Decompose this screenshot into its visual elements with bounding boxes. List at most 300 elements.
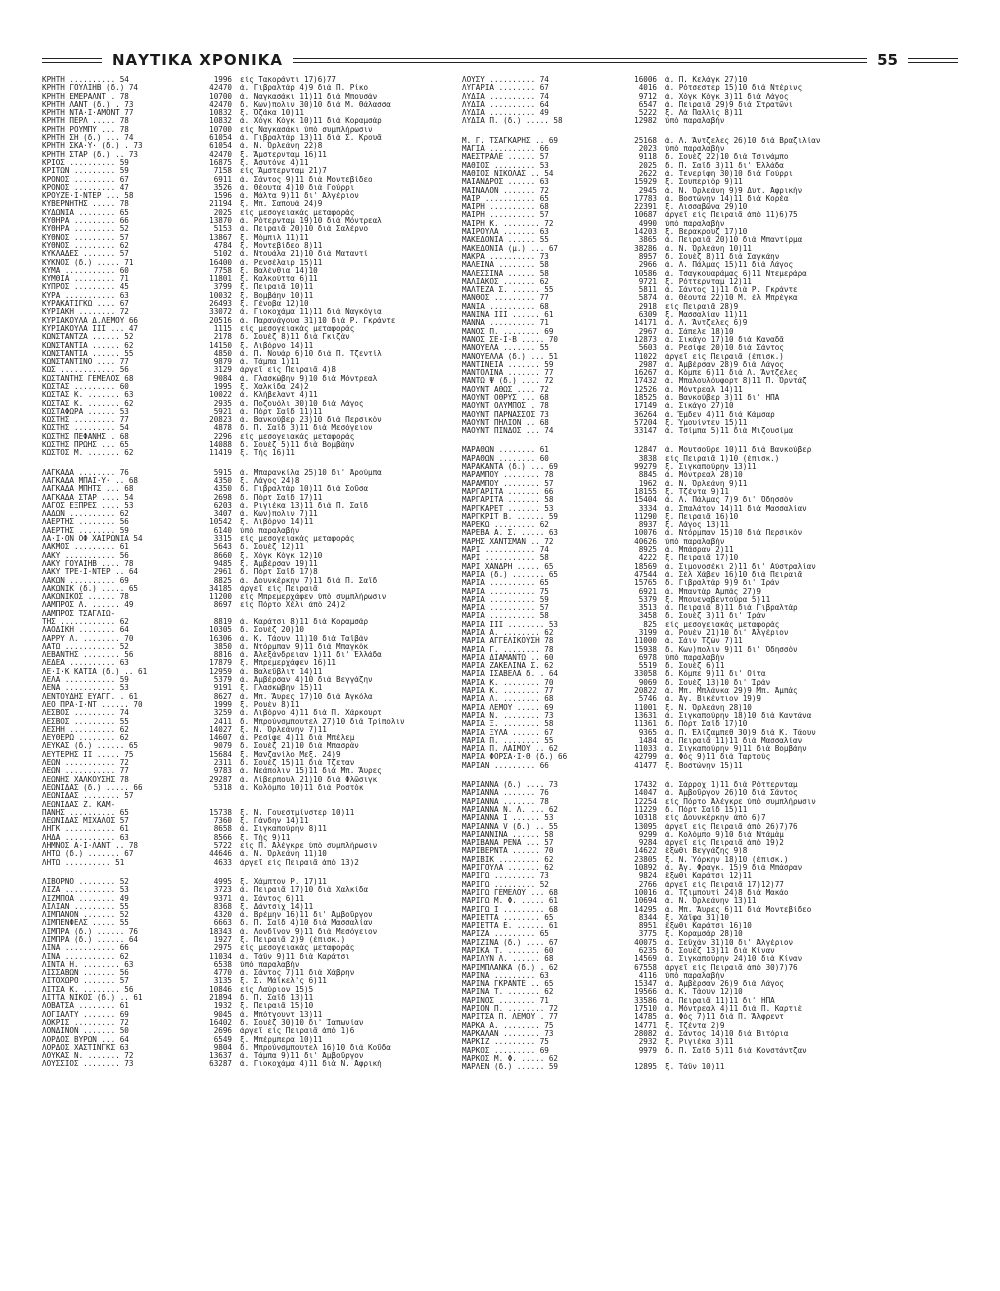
gross-tonnage: 2025 — [213, 208, 232, 217]
ship-entry-row — [462, 662, 958, 670]
ship-position: ἀ. Σάντος 1)11 διὰ Ρ. Γκράντε — [665, 286, 798, 295]
gross-tonnage: 4784 — [213, 241, 232, 250]
ship-entry-row — [42, 1044, 454, 1052]
ship-name-year: ΜΑΙΡ ........... 65 — [462, 194, 549, 203]
ship-position: ἔξωθι Καράτσι 12)11 — [665, 872, 752, 881]
ship-position: ἀ. Ποζουόλι 30)10 διὰ Λάγος — [240, 399, 364, 408]
ship-name-year: ΜΑΡΙΓΩ ......... 52 — [462, 880, 549, 889]
ship-entry-row — [462, 687, 958, 695]
ship-entry-row — [42, 469, 454, 477]
ship-name-year: ΜΑΡΙΑ Π. ΛΑΙΜΟΥ .. 62 — [462, 745, 559, 754]
gross-tonnage: 3259 — [213, 709, 232, 718]
ship-entry-row — [42, 953, 454, 961]
ship-list-right-column — [462, 76, 958, 1276]
ship-entry-row — [42, 242, 454, 250]
gross-tonnage: 9485 — [213, 559, 232, 568]
ship-position: δ. Σουὲζ 13)10 δι' Ἰρὰν — [665, 678, 771, 687]
ship-name-year: ΜΑΡΙΑ ΔΙΑΜΑΝΤΩ .. 60 — [462, 653, 554, 662]
gross-tonnage: 11000 — [634, 637, 657, 646]
ship-position: ξ. Σιγκαπούρην 13)11 — [665, 463, 757, 472]
ship-name-year: ΛΑΕΡΤΗΣ ........ 59 — [42, 526, 129, 535]
gross-tonnage: 7360 — [213, 817, 232, 826]
gross-tonnage: 14607 — [209, 734, 232, 743]
gross-tonnage: 11419 — [209, 449, 232, 458]
ship-position: ἀ. Λίβερπουλ 21)10 διὰ Φλῶσιγκ — [240, 775, 378, 784]
ship-position: εἰς Λαύριον 15)5 — [240, 985, 314, 994]
ship-position: ἀ. Πειραιᾶ 17)10 διὰ Χαλκίδα — [240, 886, 369, 895]
gross-tonnage: 5318 — [213, 783, 232, 792]
ship-position: δ. Σουὲζ 13)11 διὰ Κίναν — [665, 946, 775, 955]
ship-entry-row — [42, 176, 454, 184]
ship-name-year: ΜΑΝΝΑ .......... 71 — [462, 319, 549, 328]
ship-position: ἀ. Σιγκαπούρην 24)10 διὰ Κίναν — [665, 955, 803, 964]
page-title: ΝΑΥΤΙΚΑ ΧΡΟΝΙΚΑ — [112, 51, 283, 69]
gross-tonnage: 2023 — [638, 145, 657, 154]
gross-tonnage: 2766 — [638, 880, 657, 889]
ship-entry-row — [42, 142, 454, 150]
ship-position: εἰς Ναγκασάκι ὑπὸ συμπλήρωσιν — [240, 125, 373, 134]
ship-position: δ. Πὸρτ Σαΐδ 17)10 — [665, 720, 748, 729]
ship-position: δ. Κόμπε 9)11 δι' Οἶτα — [665, 670, 766, 679]
ship-entry-row — [462, 463, 958, 471]
ship-entry-row — [42, 1060, 454, 1068]
gross-tonnage — [190, 610, 240, 618]
ship-entry-row — [462, 588, 958, 596]
ship-position: ἀ. Μπαρανκίλα 25)10 δι' Ἀρούμπα — [240, 468, 382, 477]
gross-tonnage: 9299 — [638, 830, 657, 839]
gross-tonnage: 3799 — [213, 283, 232, 292]
ship-name-year: ΛΟΥΣΣΙΟΣ ........ 73 — [42, 1060, 134, 1069]
gross-tonnage: 2296 — [213, 432, 232, 441]
gross-tonnage: 10892 — [634, 864, 657, 873]
ship-name-year: ΜΑΡΙΑ .......... 59 — [462, 595, 549, 604]
ship-entry-row — [42, 1002, 454, 1010]
ship-position: ἀ. Ἀγ. Φραγκ. 15)9 διὰ Μπάσραν — [665, 864, 803, 873]
page-number: 55 — [877, 51, 898, 69]
ship-entry-row — [462, 245, 958, 253]
ship-entry-row — [462, 930, 958, 938]
ship-name-year: ΛΕΩΝΙΔΑΣ Ζ. ΚΑΜ- — [42, 800, 116, 809]
gross-tonnage: 9804 — [213, 1043, 232, 1052]
ship-name-year: ΜΑΡΑΘΩΝ ........ 61 — [462, 446, 549, 455]
ship-name-year: ΚΥΚΛΑΔΕΣ ....... 57 — [42, 250, 129, 259]
ship-name-year: ΛΑΓΚΑΔΑ ΣΤΑΡ .... 54 — [42, 493, 134, 502]
gross-tonnage: 29287 — [209, 775, 232, 784]
gross-tonnage: 99279 — [634, 463, 657, 472]
gross-tonnage: 57204 — [634, 418, 657, 427]
gross-tonnage: 3135 — [213, 977, 232, 986]
ship-section — [42, 76, 454, 458]
ship-position: ξ. Ὀζάκα 10)11 — [240, 109, 305, 118]
gross-tonnage: 9118 — [638, 153, 657, 162]
ship-position: ξ. Ν. Γουεστμίνστερ 10)11 — [240, 808, 355, 817]
ship-name-year: ΛΕΝΤΟΥΔΗΣ ΕΥΑΓΓ. . 61 — [42, 692, 139, 701]
gross-tonnage: 2967 — [638, 327, 657, 336]
ship-entry-row — [42, 961, 454, 969]
ship-name-year: ΚΩΣΤΟΣ Μ. ....... 62 — [42, 449, 134, 458]
ship-entry-row — [462, 93, 958, 101]
ship-position: ἀ. Μάλτα 9)11 δι' Ἀλγέριον — [240, 192, 359, 201]
ship-entry-row — [42, 76, 454, 84]
ship-name-year: ΜΑΙΡΗ .......... 68 — [462, 203, 549, 212]
gross-tonnage: 3850 — [213, 642, 232, 651]
ship-position: ξ. Λισσαβῶνα 29)10 — [665, 203, 748, 212]
ship-entry-row — [42, 568, 454, 576]
ship-name-year: ΚΥΘΝΟΣ ......... 62 — [42, 241, 129, 250]
ship-position: εἰς μεσογειακὰς μεταφορὰς — [240, 208, 355, 217]
gross-tonnage: 5603 — [638, 344, 657, 353]
gross-tonnage: 42470 — [209, 100, 232, 109]
ship-entry-row — [42, 585, 454, 593]
ship-entry-row — [42, 234, 454, 242]
gross-tonnage: 2918 — [638, 302, 657, 311]
ship-position: δ. Σουὲζ 12)11 — [240, 543, 305, 552]
ship-position: ξ. Τὴς 16)11 — [240, 449, 295, 458]
ship-entry-row — [42, 325, 454, 333]
ship-entry-row — [42, 784, 454, 792]
gross-tonnage: 20516 — [209, 316, 232, 325]
gross-tonnage: 20822 — [634, 687, 657, 696]
ship-name-year: ΜΑΡΙΒΕΡΝΤΑ ...... 70 — [462, 847, 554, 856]
ship-name-year: ΛΑΓΟΣ ΕΞΠΡΕΣ .... 53 — [42, 501, 134, 510]
gross-tonnage: 1996 — [213, 76, 232, 84]
ship-entry-row — [42, 391, 454, 399]
ship-name-year: ΛΑΟΔΙΚΗ ........ 64 — [42, 626, 129, 635]
gross-tonnage: 2178 — [213, 333, 232, 342]
gross-tonnage: 8819 — [213, 618, 232, 626]
ship-name-year: ΚΡΟΝΟΣ ......... 47 — [42, 183, 129, 192]
gross-tonnage: 14622 — [634, 847, 657, 856]
gross-tonnage: 22391 — [634, 203, 657, 212]
ship-entry-row — [462, 637, 958, 645]
ship-position: ξ. Λιβόρνο 14)11 — [240, 518, 314, 527]
ship-entry-row — [462, 377, 958, 385]
gross-tonnage: 6549 — [213, 1035, 232, 1044]
ship-entry-row — [462, 228, 958, 236]
gross-tonnage: 13095 — [634, 822, 657, 831]
gross-tonnage: 14047 — [634, 789, 657, 798]
ship-entry-row — [462, 270, 958, 278]
gross-tonnage: 9721 — [638, 277, 657, 286]
ship-position: ἀ. Τσίμπα 5)11 διὰ Μιζουσίμα — [665, 427, 794, 436]
ship-name-year: ΚΥΘΝΟΣ ......... 57 — [42, 233, 129, 242]
ship-name-year: ΠΑΝΗΣ .......... 65 — [42, 808, 129, 817]
ship-name-year: ΜΑΝΘΟΣ ......... 77 — [462, 294, 549, 303]
gross-tonnage: 10832 — [209, 109, 232, 118]
gross-tonnage: 2935 — [213, 399, 232, 408]
ship-position: ἀ. Λιβόρνο 4)11 διὰ Π. Χάρκουρτ — [240, 709, 382, 718]
gross-tonnage: 5643 — [213, 543, 232, 552]
ship-position: δ. Σουὲζ 20)10 — [240, 626, 305, 635]
ship-name-year: ΜΑΡΙΑ .......... 57 — [462, 604, 549, 613]
ship-entry-row — [42, 101, 454, 109]
ship-entry-row — [42, 217, 454, 225]
ship-name-year: ΛΕΥΘΕΡΩ ........ 62 — [42, 734, 129, 743]
ship-name-year: ΜΑΓΙΑ .......... 66 — [462, 145, 549, 154]
ship-entry-row — [42, 801, 454, 809]
ship-entry-row — [462, 488, 958, 496]
gross-tonnage: 13637 — [209, 1052, 232, 1061]
ship-position: δ. Σουὲζ 5)11 διὰ Βομβάην — [240, 441, 355, 450]
ship-position: ἀ. Ἀμβέρσαν 28)9 διὰ Λάγος — [665, 360, 784, 369]
ship-name-year: ΛΟΒΑΤΣΑ ........ 61 — [42, 1002, 129, 1011]
gross-tonnage: 5222 — [638, 109, 657, 118]
ship-name-year: ΛΑΚΩΝΙΚΟΣ ...... 78 — [42, 593, 129, 602]
ship-entry-row — [462, 278, 958, 286]
gross-tonnage: 3526 — [213, 183, 232, 192]
gross-tonnage: 20823 — [209, 416, 232, 425]
gross-tonnage: 3334 — [638, 504, 657, 513]
ship-entry-row — [42, 527, 454, 535]
ship-name-year: ΚΥΒΕΡΝΗΤΗΣ ..... 78 — [42, 200, 129, 209]
gross-tonnage: 15938 — [634, 645, 657, 654]
gross-tonnage: 3199 — [638, 629, 657, 637]
ship-position: ἀ. Σεΰχὰν 31)10 δι' Ἀλγέριον — [665, 938, 794, 947]
ship-name-year: ΛΙΤΣΑ Κ. ........ 56 — [42, 985, 134, 994]
ship-name-year: ΜΑΛΕΣΣΙΝΑ ...... 58 — [462, 269, 549, 278]
ship-entry-row — [42, 751, 454, 759]
gross-tonnage: 8368 — [213, 902, 232, 911]
ship-position: ἀ. Τάϋν 9)11 διὰ Καράτσι — [240, 952, 350, 961]
gross-tonnage: 4320 — [213, 911, 232, 920]
ship-entry-row — [462, 211, 958, 219]
gross-tonnage: 61054 — [209, 134, 232, 143]
ship-name-year: ΛΕ·Ι·Κ ΚΑΤΙΑ (δ.) .. 61 — [42, 667, 148, 676]
gross-tonnage: 42470 — [209, 84, 232, 93]
ship-position: ξ. Ν. Ὑόρκην 18)10 (ἐπισκ.) — [665, 855, 789, 864]
ship-name-year: ΜΑΛΤΕΖΑ Σ. ...... 55 — [462, 286, 554, 295]
ship-position: ἀ. Ρότερνταμ 19)10 διὰ Μόντρεαλ — [240, 217, 382, 226]
ship-name-year: ΚΩΣ ............ 56 — [42, 366, 129, 375]
ship-name-year: ΛΕΩΝ ........... 77 — [42, 767, 129, 776]
ship-name-year: ΛΙΜΠΡΑ (δ.) ...... 76 — [42, 927, 139, 936]
ship-name-year: ΚΡΗΤΗ ΣΤΑΡ (δ.) .. 73 — [42, 150, 139, 159]
gross-tonnage: 4990 — [638, 219, 657, 228]
ship-entry-row — [462, 847, 958, 855]
ship-entry-row — [42, 560, 454, 568]
ship-name-year: ΜΑΝΟΥΕΛΑ ....... 55 — [462, 344, 549, 353]
ship-position: ἀργεῖ εἰς Πειραιᾶ ἀπὸ 13)2 — [240, 858, 359, 867]
gross-tonnage: 5519 — [638, 662, 657, 671]
ship-name-year: ΜΑΡΙΓΩ ΓΕΜΕΛΟΥ ... 68 — [462, 888, 559, 897]
gross-tonnage — [615, 1055, 665, 1063]
ship-entry-row — [42, 928, 454, 936]
ship-name-year: ΜΑΝΟΣ ΣΕ·Ι·Β ..... 70 — [462, 335, 559, 344]
ship-position: ἀ. Ἔμδεν 4)11 διὰ Κάμσαρ — [665, 410, 775, 419]
gross-tonnage: 14771 — [634, 1021, 657, 1030]
gross-tonnage: 33058 — [634, 670, 657, 679]
gross-tonnage: 10700 — [209, 125, 232, 134]
ship-entry-row — [42, 684, 454, 692]
gross-tonnage: 12873 — [634, 335, 657, 344]
gross-tonnage: 16875 — [209, 158, 232, 167]
ship-entry-row — [42, 184, 454, 192]
ship-name-year: ΜΑΝΤΟΛΙΝΑ ....... 77 — [462, 369, 554, 378]
ship-position: ἀ. Λ. Ἄντζελες 26)10 διὰ Βραζιλίαν — [665, 136, 821, 145]
ship-position: ἀ. Ἀγ. Βικέντιον 19)9 — [665, 695, 762, 704]
ship-name-year: ΛΗΤΩ (δ.) ....... 67 — [42, 850, 134, 859]
gross-tonnage: 1995 — [213, 382, 232, 391]
ship-name-year: ΛΙΜΠΡΑ (δ.) ...... 64 — [42, 935, 139, 944]
ship-position: ξ. Ν. Ὀρλεάνην 7)11 — [240, 725, 327, 734]
ship-entry-row — [462, 521, 958, 529]
gross-tonnage: 2411 — [213, 717, 232, 726]
gross-tonnage: 4350 — [213, 476, 232, 485]
ship-entry-row — [42, 333, 454, 341]
ship-name-year: ΜΑΡΚΑΛΑΝ ........ 73 — [462, 1029, 554, 1038]
gross-tonnage: 10694 — [634, 897, 657, 906]
ship-name-year: ΛΑΚΥ ΤΡΕ·Ι·ΝΤΕΡ .. 64 — [42, 568, 139, 577]
ship-name-year: ΜΑΟΥΝΤ ΠΑΡΝΑΣΣΟΣ 73 — [462, 410, 549, 419]
ship-position: ἀ. Πειραιᾶ 8)11 διὰ Γιβραλτὰρ — [665, 604, 798, 613]
ship-position: ἀ. Ν. Ὀρλεάνη 11)10 — [240, 850, 327, 859]
ship-name-year: ΤΗΣ ............ 62 — [42, 618, 129, 626]
gross-tonnage: 17432 — [634, 377, 657, 386]
gross-tonnage: 23805 — [634, 855, 657, 864]
gross-tonnage: 1596 — [213, 192, 232, 201]
ship-position: ξ. Μπ. Σαπουὰ 24)9 — [240, 200, 323, 209]
ship-entry-row — [42, 159, 454, 167]
ship-position: ξ. Βαλένθια 14)10 — [240, 266, 318, 275]
ship-position: ἀ. Ἀμβέρσαν 26)9 διὰ Λάγος — [665, 980, 784, 989]
ship-position: ἀ. Ν. Ὀρλεάνη 9)11 — [665, 479, 748, 488]
ship-position: ἀ. Τάμπα 9)11 δι' Ἀμβοῦργον — [240, 1052, 364, 1061]
gross-tonnage: 12959 — [209, 667, 232, 676]
ship-position: ἀ. Π. Ἐλίζαμπεθ 30)9 διὰ Κ. Τάουν — [665, 728, 816, 737]
ship-entry-row — [462, 394, 958, 402]
ship-entry-row — [42, 610, 454, 618]
ship-position: ἀ. Φὸς 7)11 διὰ Π. Ἄλφρεντ — [665, 1013, 784, 1022]
ship-entry-row — [42, 167, 454, 175]
gross-tonnage: 1999 — [213, 700, 232, 709]
ship-name-year: ΜΑΡΙΑ ΑΓΓΕΛΙΚΟΥΣΗ 78 — [462, 637, 554, 646]
ship-entry-row — [462, 947, 958, 955]
ship-entry-row — [42, 510, 454, 518]
ship-position — [240, 792, 454, 800]
ship-entry-row — [462, 319, 958, 327]
ship-entry-row — [42, 693, 454, 701]
ship-entry-row — [42, 416, 454, 424]
ship-position: δ. Μπρούνσμπουτελ 16)10 διὰ Κοῦδα — [240, 1043, 391, 1052]
ship-name-year: ΜΑΡΙΓΟΥΛΑ ....... 62 — [462, 864, 554, 873]
gross-tonnage — [190, 801, 240, 809]
ship-entry-row — [42, 375, 454, 383]
ship-entry-row — [462, 704, 958, 712]
ship-position: δ. Σουὲζ 8)11 διὰ Γκιζὰν — [240, 333, 350, 342]
gross-tonnage: 1115 — [213, 324, 232, 333]
ship-name-year: ΜΑΡΙ ΧΑΝΔΡΗ ..... 65 — [462, 562, 554, 571]
ship-position: ξ. Βερακρουζ 17)10 — [665, 228, 748, 237]
ship-entry-row — [42, 283, 454, 291]
ship-entry-row — [42, 792, 454, 800]
ship-name-year: ΜΑΚΕΔΟΝΙΑ (μ.) ... 67 — [462, 244, 559, 253]
ship-position: ξ. Χάμπτον Ρ. 17)11 — [240, 877, 327, 886]
ship-position: ἀργεῖ εἰς Πειραιᾶ ἀπὸ 1)6 — [240, 1027, 355, 1036]
ship-entry-row — [42, 535, 454, 543]
gross-tonnage: 2696 — [213, 1027, 232, 1036]
ship-name-year: ΛΑΚΥ ΓΟΥΑΙΗΒ .... 78 — [42, 559, 134, 568]
ship-position: ξ. Κοραμσὰρ 28)10 — [665, 930, 743, 939]
ship-position: ἀ. Θέουτα 22)10 Μ. ἐλ Μπρέγκα — [665, 294, 798, 303]
ship-position: ὑπὸ παραλαβὴν — [240, 526, 300, 535]
ship-position: ἀ. Ρουὲν 21)10 δι' Ἀλγέριον — [665, 629, 789, 637]
ship-name-year: ΛΕΩΝΙΔΑΣ ΜΙΧΑΛΟΣ 57 — [42, 817, 129, 826]
ship-entry-row — [462, 612, 958, 620]
ship-entry-row — [42, 911, 454, 919]
gross-tonnage: 42470 — [209, 150, 232, 159]
ship-entry-row — [42, 1019, 454, 1027]
ship-entry-row — [42, 200, 454, 208]
gross-tonnage: 12526 — [634, 385, 657, 394]
ship-entry-row — [462, 427, 958, 435]
ship-position: δ. Κων)πολιν 9)11 δι' Ὀδησσὸν — [665, 645, 798, 654]
ship-position: ξ. Πειραιᾶ 2)9 (ἐπισκ.) — [240, 935, 346, 944]
gross-tonnage: 14088 — [209, 441, 232, 450]
ship-entry-row — [42, 659, 454, 667]
gross-tonnage: 2945 — [638, 186, 657, 195]
ship-name-year: ΚΩΝΣΤΑΝΤΙΑ ...... 55 — [42, 349, 134, 358]
ship-position: ξ. Μπουεναβεντούρα 5)11 — [665, 595, 771, 604]
gross-tonnage: 11290 — [634, 512, 657, 521]
gross-tonnage: 4350 — [213, 485, 232, 494]
gross-tonnage: 2961 — [213, 568, 232, 577]
gross-tonnage: 4116 — [638, 971, 657, 980]
ship-name-year: ΜΑΡΙΑ Α. ........ 62 — [462, 629, 554, 637]
ship-entry-row — [42, 117, 454, 125]
ship-position: ἀ. Κόμπε 6)11 διὰ Λ. Ἄντζελες — [665, 369, 798, 378]
gross-tonnage: 1932 — [213, 1002, 232, 1011]
ship-name-year: ΚΡΗΤΗ ΝΤΑ·Ι·ΑΜΟΝΤ 77 — [42, 109, 134, 118]
gross-tonnage: 18343 — [209, 927, 232, 936]
gross-tonnage: 3407 — [213, 510, 232, 519]
ship-position: ἀ. Ντουάλα 21)10 διὰ Ματαντί — [240, 250, 369, 259]
ship-name-year: ΛΥΔΙΑ .......... 74 — [462, 92, 549, 101]
ship-position: ἀ. Κολόμπο 10)11 διὰ Ροστὸκ — [240, 783, 364, 792]
ship-position: ἀ. Μόντρεαλ 14)11 — [665, 385, 743, 394]
ship-position: ἀ. Χὸγκ Κὸγκ 3)11 διὰ Λάγος — [665, 92, 789, 101]
ship-list-left-column — [42, 76, 454, 1276]
ship-entry-row — [42, 552, 454, 560]
ship-position: ἀ. Καράτσι 8)11 διὰ Κοραμσὰρ — [240, 618, 369, 626]
ship-name-year: ΜΑΡΙΝΑ ......... 63 — [462, 971, 549, 980]
gross-tonnage: 3315 — [213, 535, 232, 544]
ship-entry-row — [42, 1027, 454, 1035]
ship-name-year: ΜΑΕΣΤΡΑΛΕ ...... 57 — [462, 153, 549, 162]
ship-position: εἰς Δουνκέρκην ἀπὸ 6)7 — [665, 814, 766, 823]
ship-name-year: ΜΑΡΙΜΠΛΑΝΚΑ (δ.) . 62 — [462, 963, 559, 972]
ship-position: ἀ. Σικάγο 17)10 διὰ Καναδᾶ — [665, 335, 784, 344]
ship-entry-row — [462, 604, 958, 612]
ship-name-year: ΛΗΔΑ ........... 63 — [42, 833, 129, 842]
ship-position: ἀ. Πειραιᾶ 11)11 διὰ Μασσαλίαν — [665, 736, 803, 745]
ship-name-year: ΜΑΡΙΑ ΞΥΛΑ ...... 67 — [462, 728, 554, 737]
ship-entry-row — [462, 914, 958, 922]
ship-entry-row — [42, 1052, 454, 1060]
gross-tonnage: 18155 — [634, 487, 657, 496]
ship-name-year: ΜΑΡΙ ........... 74 — [462, 546, 549, 555]
ship-name-year: ΜΑΛΙΑΚΟΣ ....... 62 — [462, 277, 549, 286]
gross-tonnage: 6921 — [638, 587, 657, 596]
ship-entry-row — [42, 986, 454, 994]
ship-position: ξ. Μοντεβίδεο 8)11 — [240, 241, 323, 250]
ship-position: ἀ. Μπ. Ἄυρες 6)11 διὰ Μοντεβίδεο — [665, 905, 812, 914]
ship-position: ξ. Ἀμβέρσαν 19)11 — [240, 559, 318, 568]
ship-entry-row — [462, 455, 958, 463]
ship-name-year: ΚΥΡΑ ........... 63 — [42, 291, 129, 300]
ship-position: ξ. Μανζανίλο Μεξ. 24)9 — [240, 750, 341, 759]
ship-position: ἀ. Ν. Ὀρλεάνη 22)8 — [240, 142, 323, 151]
gross-tonnage: 17879 — [209, 659, 232, 668]
